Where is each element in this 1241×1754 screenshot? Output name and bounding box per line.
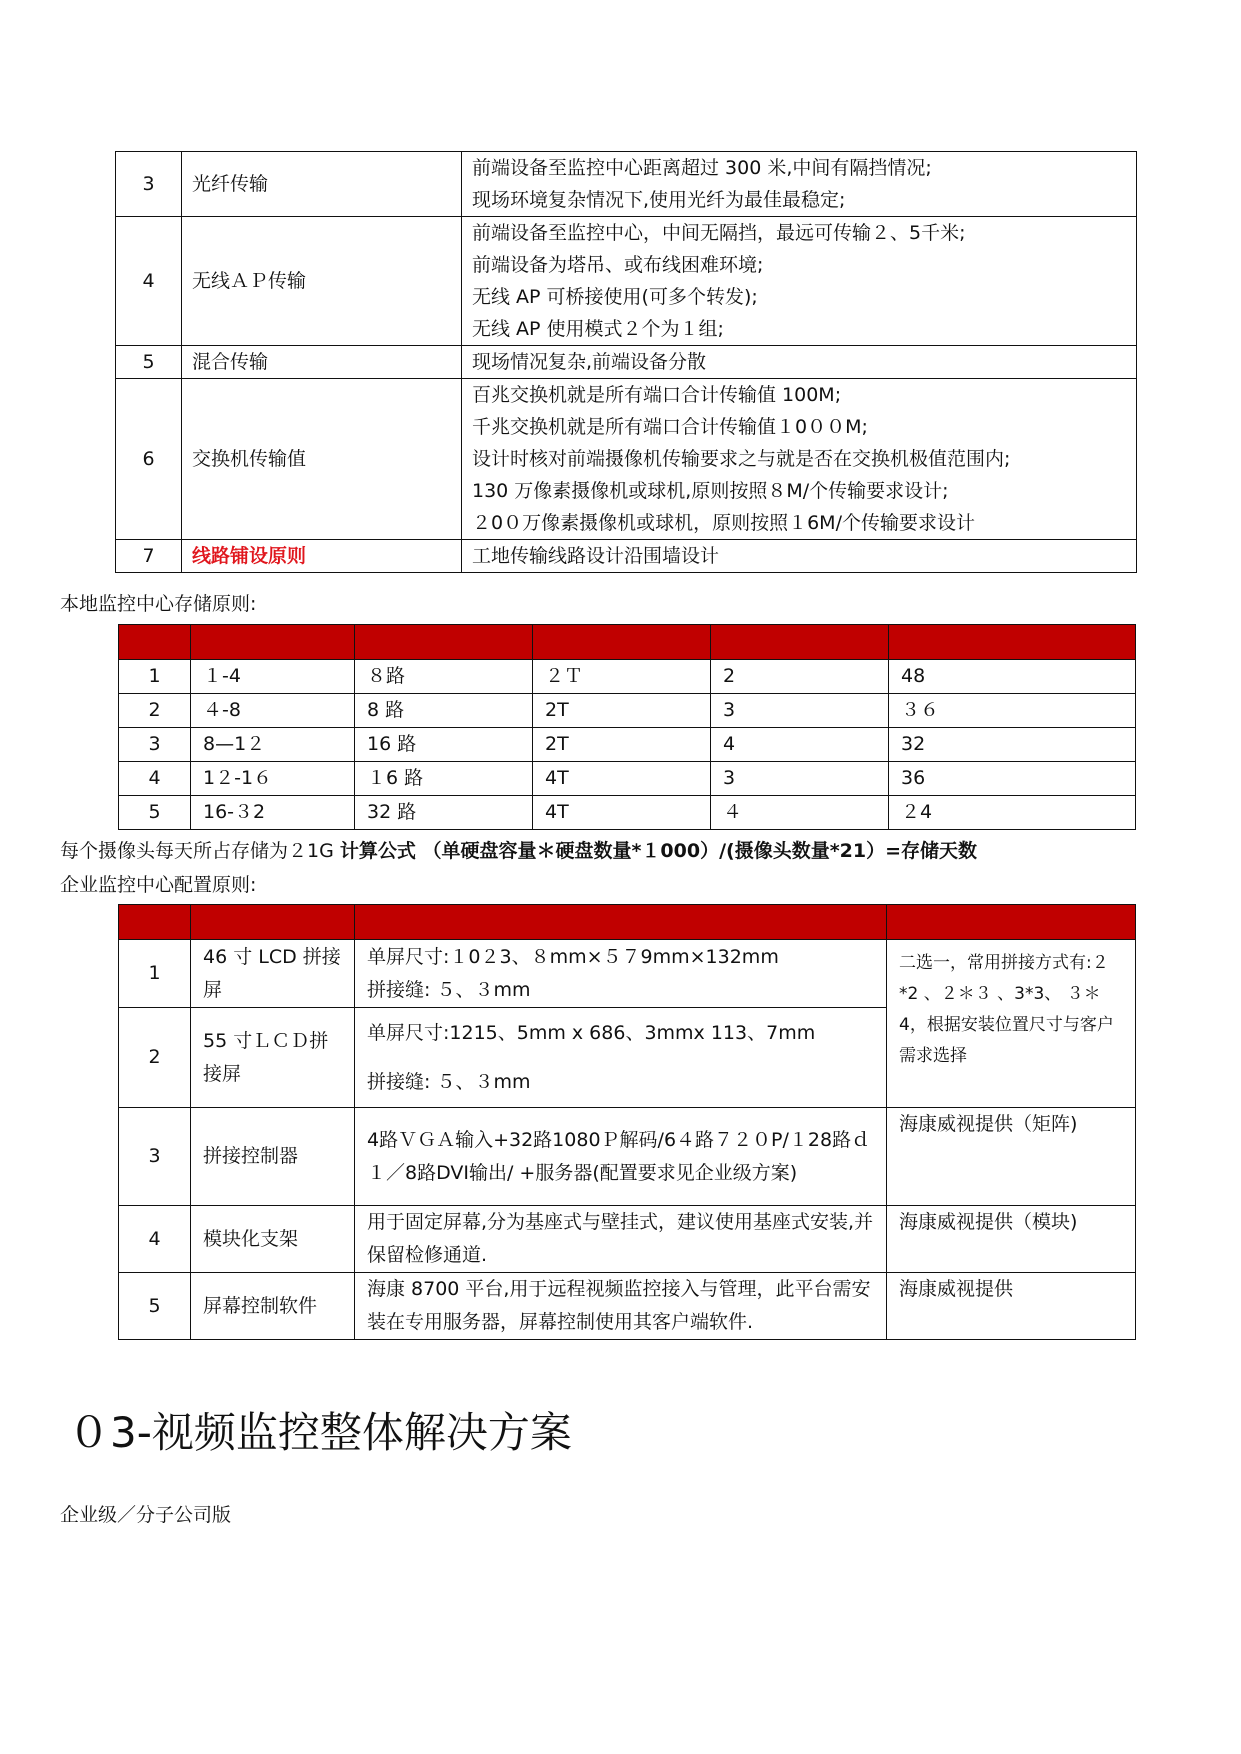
section-subtitle: 企业级／分子公司版 <box>60 1504 232 1526</box>
detail-line: 工地传输线路设计沿围墙设计 <box>472 545 720 567</box>
table-row <box>119 796 1136 830</box>
detail-line: ２0０万像素摄像机或球机，原则按照１6M/个传输要求设计 <box>472 512 975 534</box>
table-row <box>116 346 1137 379</box>
cell: 2T <box>533 728 711 762</box>
storage-formula <box>60 836 977 863</box>
row-number: 4 <box>119 1206 191 1273</box>
cell: 8—1２ <box>191 728 355 762</box>
row-detail <box>462 346 1137 379</box>
row-detail <box>462 217 1137 346</box>
header-cell <box>119 905 191 940</box>
row-name: 拼接控制器 <box>191 1108 355 1206</box>
transmission-table <box>115 151 1137 573</box>
header-cell <box>533 625 711 660</box>
table-row <box>119 660 1136 694</box>
cell: １6 路 <box>355 762 533 796</box>
cell: 1 <box>119 660 191 694</box>
row-number: 6 <box>116 379 182 540</box>
cell: ２Ｔ <box>533 660 711 694</box>
table-row <box>119 1206 1136 1273</box>
header-cell <box>119 625 191 660</box>
cell: 4T <box>533 762 711 796</box>
detail-line: 单屏尺寸:１0２3、８mm×５７9mm×132mm <box>367 945 779 968</box>
cell: 1２-1６ <box>191 762 355 796</box>
row-detail <box>462 540 1137 573</box>
row-name: 光纤传输 <box>182 152 462 217</box>
detail-line: 设计时核对前端摄像机传输要求之与就是否在交换机极值范围内; <box>472 448 1011 470</box>
row-detail <box>462 152 1137 217</box>
cell: 2 <box>711 660 889 694</box>
detail-line: 前端设备为塔吊、或布线困难环境; <box>472 254 764 276</box>
table-row <box>116 217 1137 346</box>
cell: 32 <box>889 728 1136 762</box>
row-detail <box>355 940 887 1008</box>
detail-line: 现场情况复杂,前端设备分散 <box>472 351 707 373</box>
cell: 4T <box>533 796 711 830</box>
row-number: 3 <box>116 152 182 217</box>
row-detail <box>462 379 1137 540</box>
cell: 4 <box>711 728 889 762</box>
detail-line: 千兆交换机就是所有端口合计传输值１0００M; <box>472 416 868 438</box>
row-detail: 4路ＶＧＡ输入+32路1080Ｐ解码/6４路７２０P/１28路ｄ１／8路DVI输出/ +服务器(配置要求见企业级方案) <box>355 1108 887 1206</box>
row-name: 无线ＡＰ传输 <box>182 217 462 346</box>
row-name: 混合传输 <box>182 346 462 379</box>
detail-line: 现场环境复杂情况下,使用光纤为最佳最稳定; <box>472 189 846 211</box>
cell: 3 <box>711 762 889 796</box>
cell: 4 <box>119 762 191 796</box>
row-number: 7 <box>116 540 182 573</box>
table-header-row <box>119 625 1136 660</box>
cell: 3 <box>119 728 191 762</box>
storage-caption: 本地监控中心存储原则: <box>60 593 257 615</box>
table-row <box>116 152 1137 217</box>
row-name: 线路铺设原则 <box>182 540 462 573</box>
table-header-row <box>119 905 1136 940</box>
header-cell <box>191 905 355 940</box>
cell: 5 <box>119 796 191 830</box>
header-cell <box>711 625 889 660</box>
row-number: 1 <box>119 940 191 1008</box>
cell: ４ <box>711 796 889 830</box>
table-row <box>116 540 1137 573</box>
header-cell <box>191 625 355 660</box>
enterprise-table <box>118 904 1136 1340</box>
row-note: 海康威视提供 <box>887 1273 1136 1340</box>
table-row <box>119 762 1136 796</box>
header-cell <box>889 625 1136 660</box>
row-detail: 海康 8700 平台,用于远程视频监控接入与管理，此平台需安装在专用服务器，屏幕控制使用其客户端软件. <box>355 1273 887 1340</box>
row-number: 3 <box>119 1108 191 1206</box>
detail-line: 拼接缝: ５、３mm <box>367 978 531 1001</box>
row-name: 55 寸ＬＣＤ拼接屏 <box>191 1008 355 1108</box>
row-name: 屏幕控制软件 <box>191 1273 355 1340</box>
table-row <box>119 694 1136 728</box>
table-row <box>119 728 1136 762</box>
detail-line: 拼接缝: ５、３mm <box>367 1070 531 1093</box>
row-note: 海康威视提供（模块) <box>887 1206 1136 1273</box>
table-row <box>119 1108 1136 1206</box>
cell: 36 <box>889 762 1136 796</box>
detail-line: 130 万像素摄像机或球机,原则按照８M/个传输要求设计; <box>472 480 949 502</box>
row-detail: 用于固定屏幕,分为基座式与壁挂式，建议使用基座式安装,并保留检修通道. <box>355 1206 887 1273</box>
detail-line: 单屏尺寸:1215、5mm x 686、3mmx 113、7mm <box>367 1021 816 1044</box>
row-number: 2 <box>119 1008 191 1108</box>
cell: 3 <box>711 694 889 728</box>
header-cell <box>355 625 533 660</box>
cell: ４-8 <box>191 694 355 728</box>
section-heading: ０3-视频监控整体解决方案 <box>68 1408 572 1457</box>
detail-line: 前端设备至监控中心，中间无隔挡，最远可传输２、5千米; <box>472 222 966 244</box>
cell: 2 <box>119 694 191 728</box>
cell: １-4 <box>191 660 355 694</box>
cell: 2T <box>533 694 711 728</box>
detail-line: 前端设备至监控中心距离超过 300 米,中间有隔挡情况; <box>472 157 932 179</box>
cell: 8 路 <box>355 694 533 728</box>
merged-note: 二选一，常用拼接方式有:２*2 、２＊３ 、3*3、 ３＊4，根据安装位置尺寸与客户需求选择 <box>887 940 1136 1108</box>
row-name: 交换机传输值 <box>182 379 462 540</box>
row-name: 46 寸 LCD 拼接屏 <box>191 940 355 1008</box>
table-row <box>119 1273 1136 1340</box>
row-note: 海康威视提供（矩阵) <box>887 1108 1136 1206</box>
table-row <box>116 379 1137 540</box>
row-detail <box>355 1008 887 1108</box>
row-number: 5 <box>119 1273 191 1340</box>
header-cell <box>355 905 887 940</box>
enterprise-caption: 企业监控中心配置原则: <box>60 874 257 896</box>
cell: ８路 <box>355 660 533 694</box>
cell: 16 路 <box>355 728 533 762</box>
storage-table <box>118 624 1136 830</box>
cell: ３６ <box>889 694 1136 728</box>
row-name: 模块化支架 <box>191 1206 355 1273</box>
detail-line: 百兆交换机就是所有端口合计传输值 100M; <box>472 384 842 406</box>
row-number: 5 <box>116 346 182 379</box>
detail-line: 无线 AP 使用模式２个为１组; <box>472 318 724 340</box>
table-row <box>119 940 1136 1008</box>
header-cell <box>887 905 1136 940</box>
cell: 32 路 <box>355 796 533 830</box>
cell: 48 <box>889 660 1136 694</box>
formula-text: 每个摄像头每天所占存储为２1G <box>60 840 340 862</box>
cell: 16-３2 <box>191 796 355 830</box>
formula-bold: 计算公式 （单硬盘容量＊硬盘数量*１000）/(摄像头数量*21）=存储天数 <box>339 840 977 862</box>
row-number: 4 <box>116 217 182 346</box>
detail-line: 无线 AP 可桥接使用(可多个转发); <box>472 286 758 308</box>
cell: ２4 <box>889 796 1136 830</box>
